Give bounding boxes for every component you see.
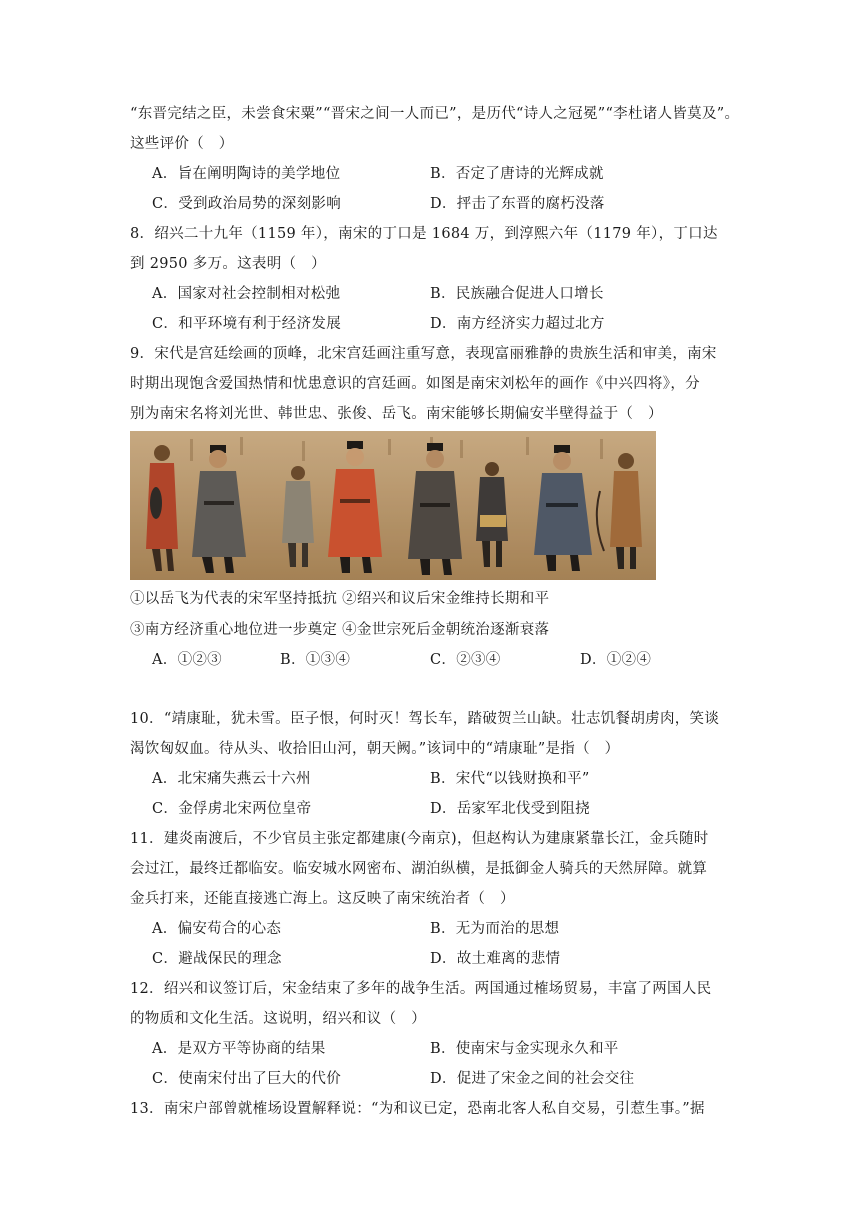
- painting-zhongxing-sijiang: [130, 431, 656, 580]
- q12-option-a: A．是双方平等协商的结果: [152, 1041, 326, 1057]
- q9-option-a: A．①②③: [152, 652, 222, 668]
- q7-option-d: D．抨击了东晋的腐朽没落: [430, 196, 605, 212]
- painting-figures: [130, 431, 656, 580]
- q12-stem-line1: 12．绍兴和议签订后，宋金结束了多年的战争生活。两国通过榷场贸易，丰富了两国人民: [130, 981, 712, 997]
- q10-option-a: A．北宋痛失燕云十六州: [152, 771, 311, 787]
- q11-option-d: D．故土难离的悲情: [430, 951, 561, 967]
- q11-option-b: B．无为而治的思想: [430, 921, 560, 937]
- q7-option-c: C．受到政治局势的深刻影响: [152, 196, 341, 212]
- q10-option-d: D．岳家军北伐受到阻挠: [430, 801, 590, 817]
- q11-stem-line3: 金兵打来，还能直接逃亡海上。这反映了南宋统治者（ ）: [130, 891, 515, 907]
- q9-option-d: D．①②④: [580, 652, 652, 668]
- q8-stem-line1: 8．绍兴二十九年（1159 年），南宋的丁口是 1684 万，到淳熙六年（1179 年），丁口达: [130, 226, 718, 242]
- q13-stem-line1: 13．南宋户部曾就榷场设置解释说：“为和议已定，恐南北客人私自交易，引惹生事。”据: [130, 1101, 705, 1117]
- q11-option-c: C．避战保民的理念: [152, 951, 282, 967]
- q10-option-b: B．宋代“以钱财换和平”: [430, 771, 590, 787]
- q12-option-d: D．促进了宋金之间的社会交往: [430, 1071, 635, 1087]
- q10-stem-line2: 渴饮匈奴血。待从头、收拾旧山河，朝天阙。”该词中的“靖康耻”是指（ ）: [130, 741, 620, 757]
- q12-option-b: B．使南宋与金实现永久和平: [430, 1041, 619, 1057]
- q12-stem-line2: 的物质和文化生活。这说明，绍兴和议（ ）: [130, 1011, 426, 1027]
- q8-stem-line2: 到 2950 多万。这表明（ ）: [130, 256, 326, 272]
- q9-stem-line2: 时期出现饱含爱国热情和忧患意识的宫廷画。如图是南宋刘松年的画作《中兴四将》，分: [130, 376, 700, 392]
- q9-stem-line1: 9．宋代是宫廷绘画的顶峰，北宋宫廷画注重写意，表现富丽雅静的贵族生活和审美，南宋: [130, 346, 717, 362]
- q8-option-d: D．南方经济实力超过北方: [430, 316, 605, 332]
- q7-stem-line1: “东晋完结之臣，未尝食宋粟”“晋宋之间一人而已”，是历代“诗人之冠冕”“李杜诸人皆莫及”。: [130, 106, 740, 122]
- q11-option-a: A．偏安苟合的心态: [152, 921, 282, 937]
- q12-option-c: C．使南宋付出了巨大的代价: [152, 1071, 341, 1087]
- q9-items-line2: ③南方经济重心地位进一步奠定 ④金世宗死后金朝统治逐渐衰落: [130, 622, 550, 638]
- q10-stem-line1: 10．“靖康耻，犹未雪。臣子恨，何时灭！驾长车，踏破贺兰山缺。壮志饥餐胡虏肉，笑谈: [130, 711, 720, 727]
- q8-option-b: B．民族融合促进人口增长: [430, 286, 604, 302]
- q11-stem-line2: 会过江，最终迁都临安。临安城水网密布、湖泊纵横，是抵御金人骑兵的天然屏障。就算: [130, 861, 708, 877]
- q9-option-b: B．①③④: [280, 652, 351, 668]
- q8-option-a: A．国家对社会控制相对松弛: [152, 286, 341, 302]
- q7-option-b: B．否定了唐诗的光辉成就: [430, 166, 604, 182]
- q8-option-c: C．和平环境有利于经济发展: [152, 316, 341, 332]
- q9-option-c: C．②③④: [430, 652, 501, 668]
- q9-items-line1: ①以岳飞为代表的宋军坚持抵抗 ②绍兴和议后宋金维持长期和平: [130, 591, 550, 607]
- q9-stem-line3: 别为南宋名将刘光世、韩世忠、张俊、岳飞。南宋能够长期偏安半壁得益于（ ）: [130, 406, 663, 422]
- q10-option-c: C．金俘虏北宋两位皇帝: [152, 801, 312, 817]
- q7-option-a: A．旨在阐明陶诗的美学地位: [152, 166, 341, 182]
- q7-stem-line2: 这些评价（ ）: [130, 136, 234, 152]
- q11-stem-line1: 11．建炎南渡后，不少官员主张定都建康(今南京)，但赵构认为建康紧靠长江，金兵随时: [130, 831, 709, 847]
